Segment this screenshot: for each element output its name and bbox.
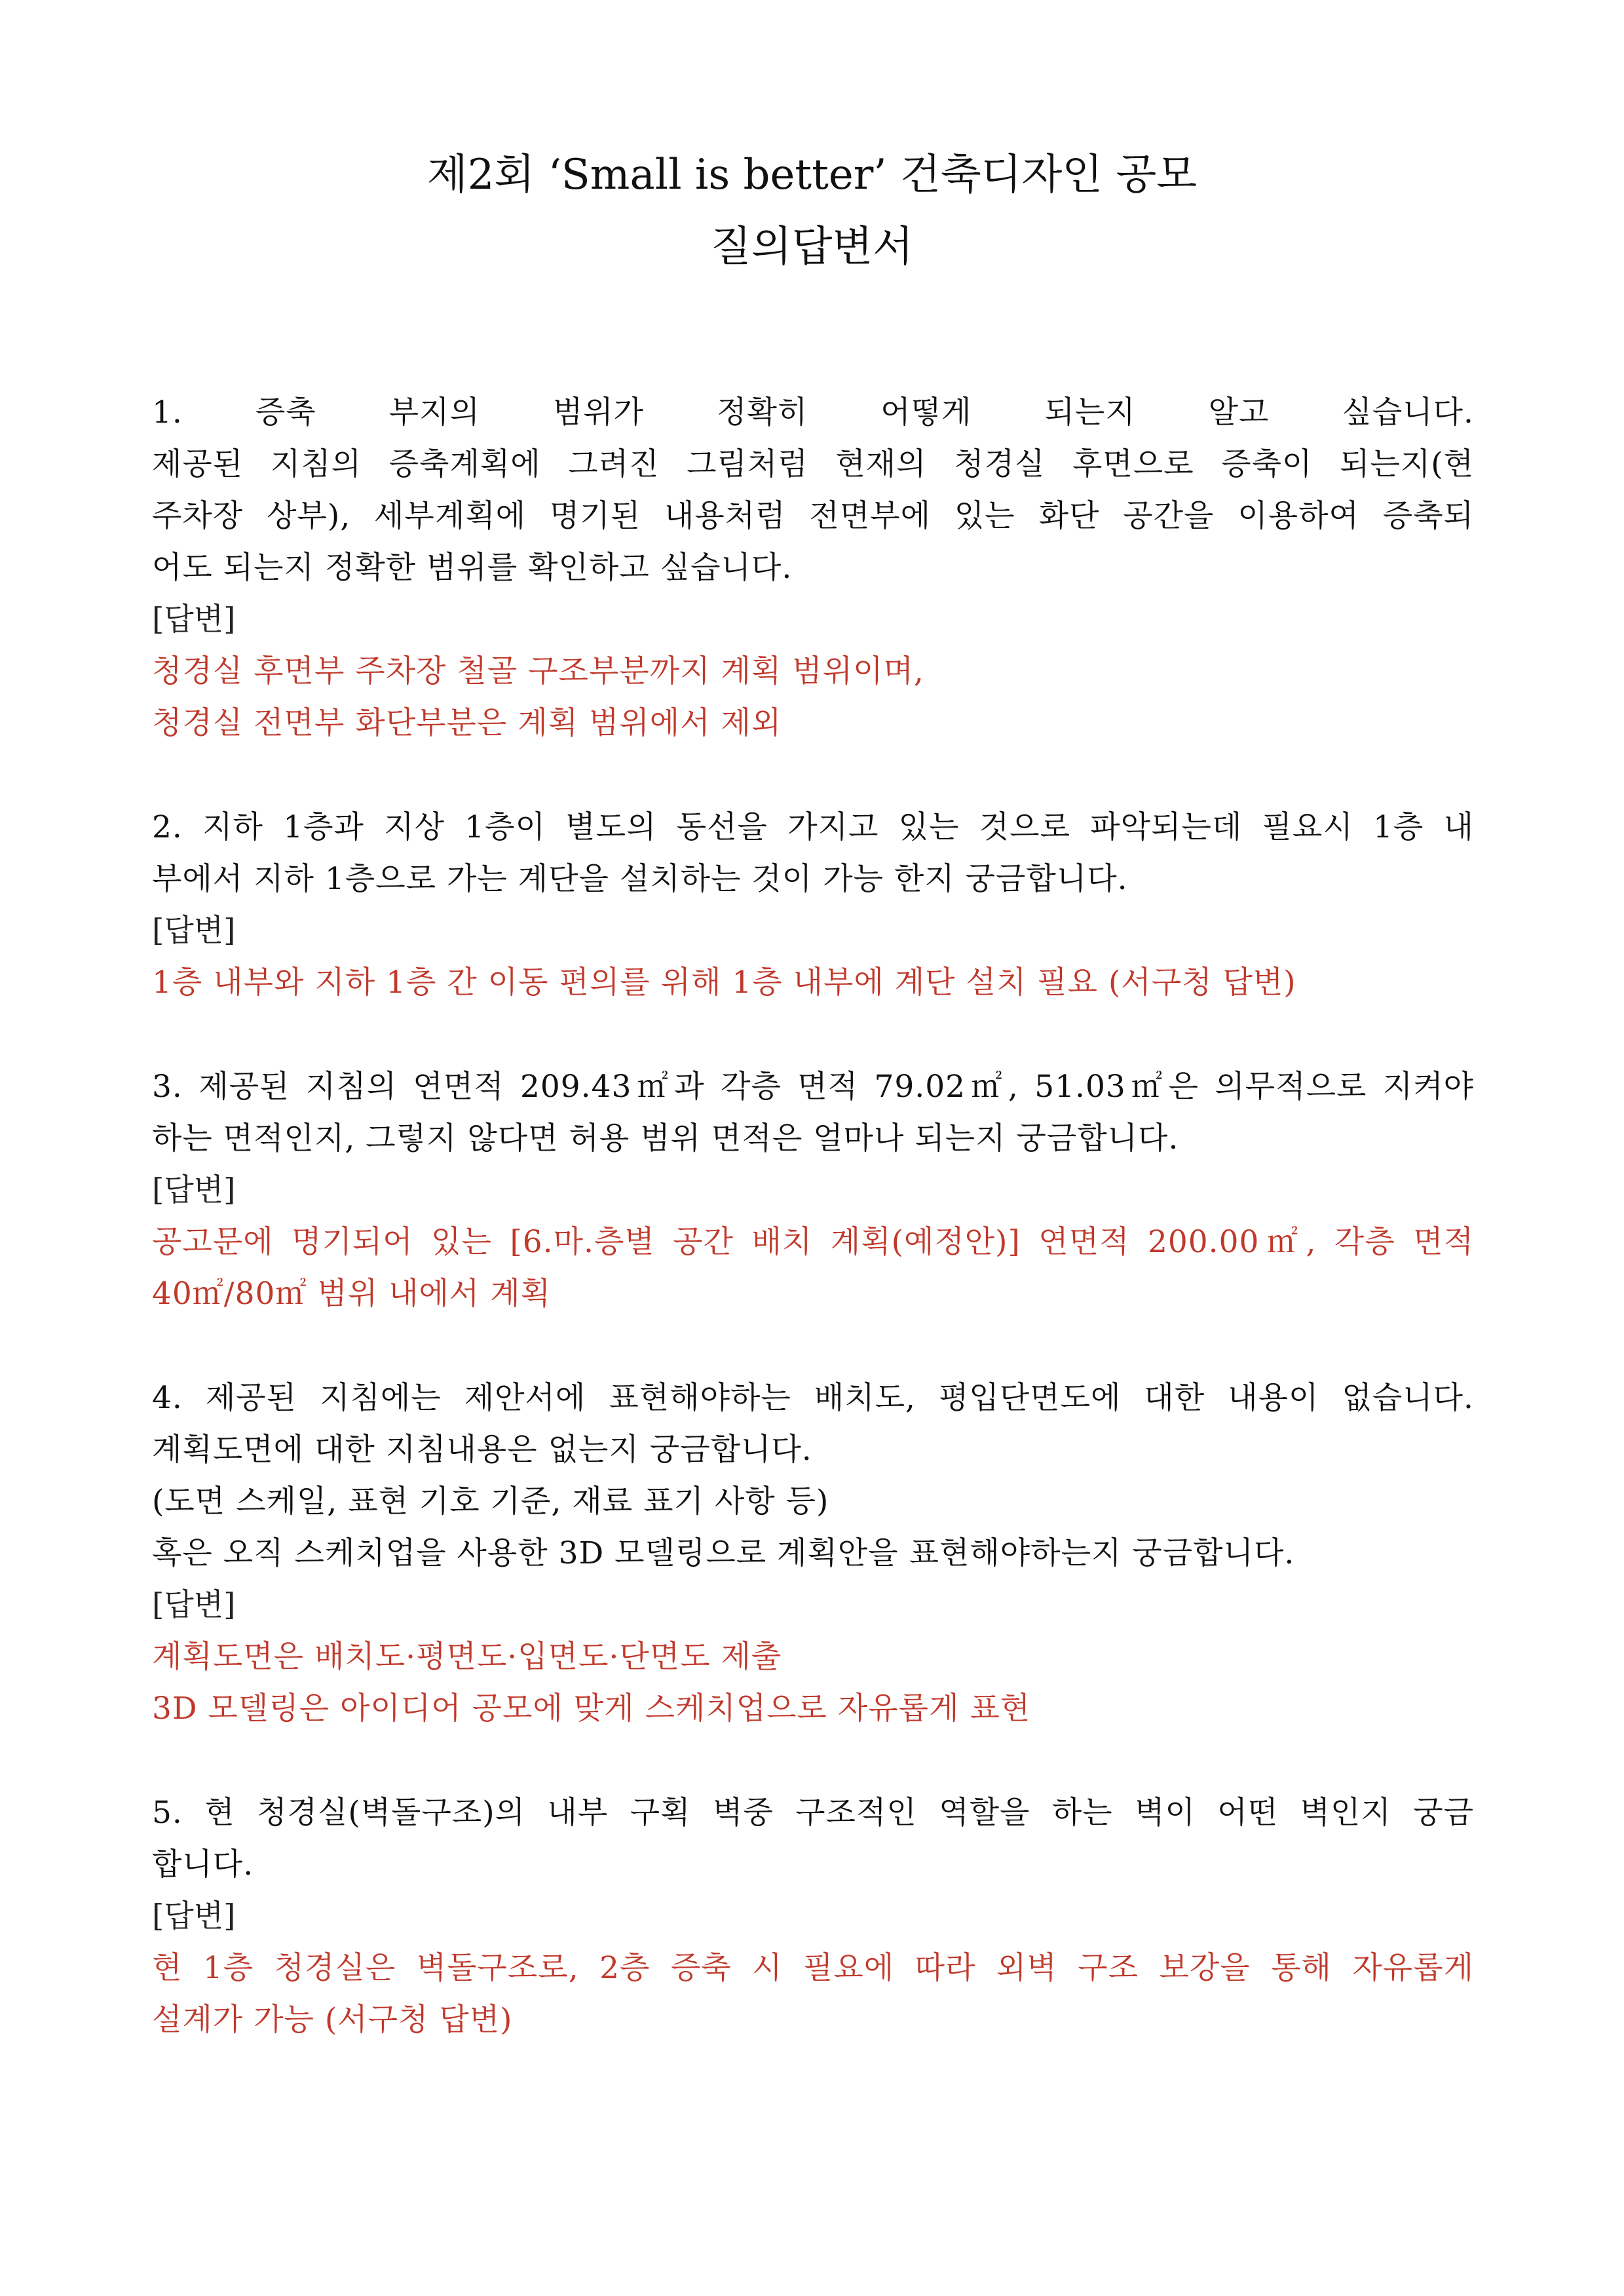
question-line: 부에서 지하 1층으로 가는 계단을 설치하는 것이 가능 한지 궁금합니다. [152,861,1128,897]
answer-label: [답변] [152,602,236,638]
qa-item-2 [152,801,1474,1008]
answer-line: 청경실 후면부 주차장 철골 구조부분까지 계획 범위이며, [152,653,924,689]
answer-line: 공고문에 명기되어 있는 [6.마.층별 공간 배치 계획(예정안)] 연면적 200.00㎡, 각층 면적 [152,1224,1474,1260]
qa-item-5 [152,1787,1474,2046]
document-subtitle: 질의답변서 [710,223,914,271]
answer-line: 청경실 전면부 화단부분은 계획 범위에서 제외 [152,705,782,741]
question-line: 2. 지하 1층과 지상 1층이 별도의 동선을 가지고 있는 것으로 파악되는데 필요시 1층 내 [152,809,1474,845]
document-title-block [0,139,1624,283]
qa-list [152,387,1474,2098]
answer-line: 40㎡/80㎡ 범위 내에서 계획 [152,1276,552,1312]
answer-line: 계획도면은 배치도·평면도·입면도·단면도 제출 [152,1639,782,1675]
answer-label: [답변] [152,1172,236,1208]
question-line: 계획도면에 대한 지침내용은 없는지 궁금합니다. [152,1432,812,1468]
qa-item-1 [152,387,1474,749]
answer-label: [답변] [152,1587,236,1623]
answer-label: [답변] [152,1898,236,1934]
question-line: 3. 제공된 지침의 연면적 209.43㎡과 각층 면적 79.02㎡, 51.03㎡은 의무적으로 지켜야 [152,1069,1474,1105]
document-title: 제2회 ‘Small is better’ 건축디자인 공모 [426,151,1198,199]
answer-line: 현 1층 청경실은 벽돌구조로, 2층 증축 시 필요에 따라 외벽 구조 보강을 통해 자유롭게 [152,1950,1474,1986]
question-line: 혹은 오직 스케치업을 사용한 3D 모델링으로 계획안을 표현해야하는지 궁금합니다. [152,1535,1295,1571]
question-line: 제공된 지침의 증축계획에 그려진 그림처럼 현재의 청경실 후면으로 증축이 되는지(현 [152,446,1474,482]
question-line: 합니다. [152,1846,254,1883]
question-line: 5. 현 청경실(벽돌구조)의 내부 구획 벽중 구조적인 역할을 하는 벽이 어떤 벽인지 궁금 [152,1795,1474,1831]
question-line: 주차장 상부), 세부계획에 명기된 내용처럼 전면부에 있는 화단 공간을 이용하여 증축되 [152,498,1474,534]
qa-item-4 [152,1372,1474,1734]
answer-line: 3D 모델링은 아이디어 공모에 맞게 스케치업으로 자유롭게 표현 [152,1691,1031,1727]
question-line: 1. 증축 부지의 범위가 정확히 어떻게 되는지 알고 싶습니다. [152,394,1474,430]
answer-line: 1층 내부와 지하 1층 간 이동 편의를 위해 1층 내부에 계단 설치 필요 (서구청 답변) [152,965,1296,1001]
answer-line: 설계가 가능 (서구청 답변) [152,2002,513,2038]
question-line: 하는 면적인지, 그렇지 않다면 허용 범위 면적은 얼마나 되는지 궁금합니다. [152,1120,1179,1157]
answer-label: [답변] [152,913,236,949]
question-line: (도면 스케일, 표현 기호 기준, 재료 표기 사항 등) [152,1483,829,1520]
question-line: 4. 제공된 지침에는 제안서에 표현해야하는 배치도, 평입단면도에 대한 내용이 없습니다. [152,1380,1474,1416]
qa-item-3 [152,1061,1474,1320]
question-line: 어도 되는지 정확한 범위를 확인하고 싶습니다. [152,550,793,586]
